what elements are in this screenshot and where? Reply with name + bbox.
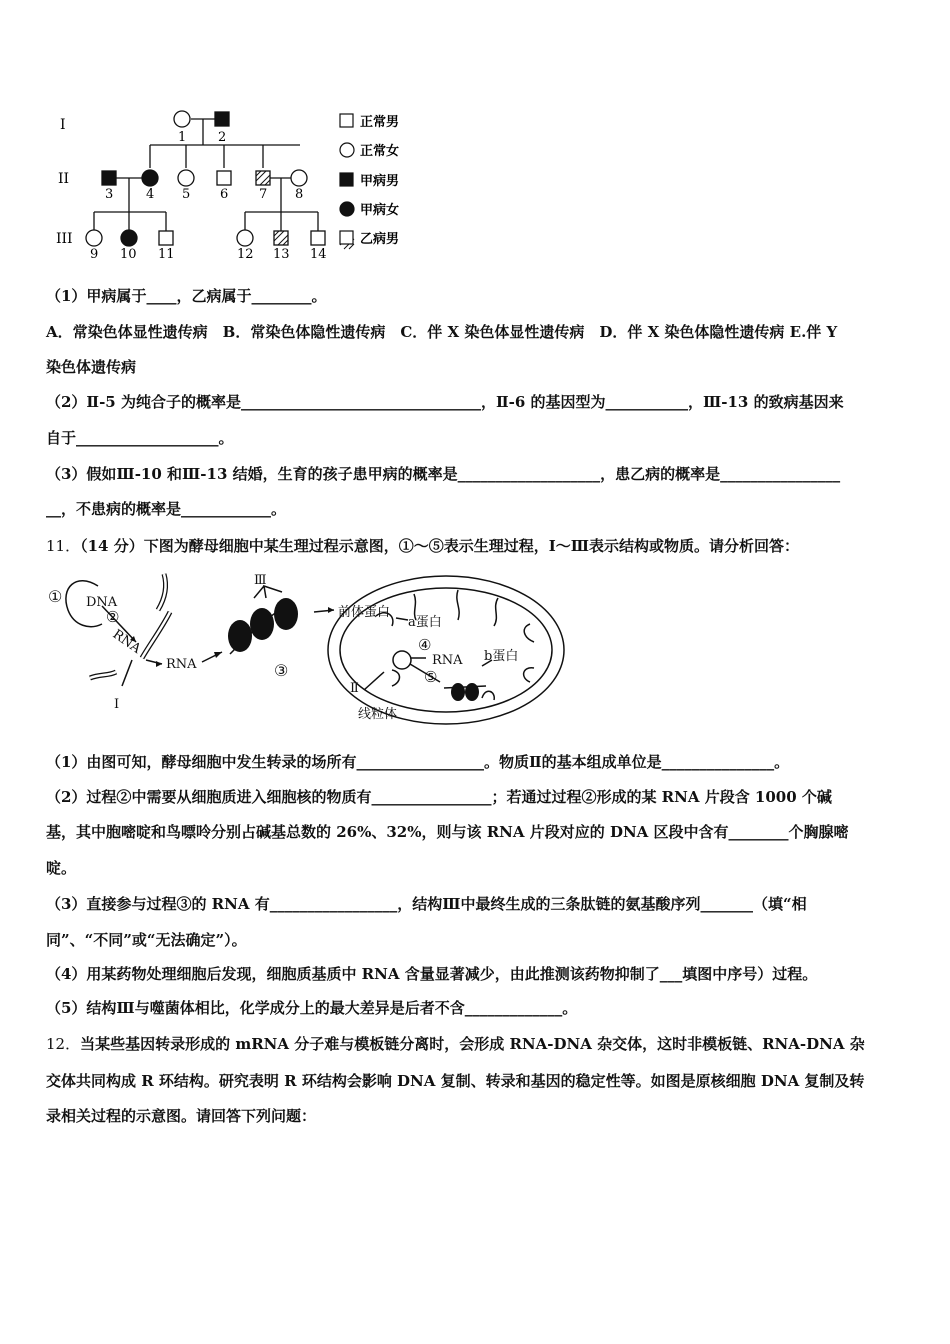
label-step4: ④: [418, 636, 432, 654]
q10-part2-line2: 自于___________________。: [46, 429, 234, 447]
q11-part4: （4）用某药物处理细胞后发现，细胞质基质中 RNA 含量显著减少，由此推测该药物抑制了___填图中序号）过程。: [46, 965, 818, 983]
legend-a-male-icon: [340, 173, 353, 186]
person-3: [102, 171, 116, 185]
person-13: [274, 231, 288, 245]
num-4: 4: [146, 187, 155, 202]
label-precursor: 前体蛋白: [338, 605, 391, 620]
person-12: [237, 230, 253, 246]
num-2: 2: [218, 130, 227, 145]
num-7: 7: [259, 187, 268, 202]
num-6: 6: [220, 187, 229, 202]
num-11: 11: [158, 247, 175, 262]
label-dna: DNA: [86, 595, 118, 610]
q12-number: 12．: [46, 1035, 81, 1053]
num-1: 1: [178, 130, 187, 145]
q11-part3-line2: 同”、“不同”或“无法确定”）。: [46, 931, 247, 949]
person-5: [178, 170, 194, 186]
num-14: 14: [310, 247, 327, 262]
label-step1: ①: [48, 587, 63, 606]
num-13: 13: [273, 247, 290, 262]
q11-part3-line1: （3）直接参与过程③的 RNA 有_________________，结构Ⅲ中最终生成的三条肽链的氨基酸序列_______（填“相: [46, 895, 807, 913]
label-rna-diagonal: RNA: [109, 626, 144, 657]
q12-line1-text: 当某些基因转录形成的 mRNA 分子难与模板链分离时，会形成 RNA-DNA 杂交体，这时非模板链、RNA-DNA 杂: [80, 1035, 865, 1053]
person-2: [215, 112, 229, 126]
gen-label-III: III: [56, 231, 73, 247]
q11-intro-text: （14 分）下图为酵母细胞中某生理过程示意图，①～⑤表示生理过程，Ⅰ～Ⅲ表示结构或物质。请分析回答：: [80, 537, 799, 555]
label-step5: ⑤: [424, 668, 438, 686]
legend-normal-male-icon: [340, 114, 353, 127]
gen-label-I: I: [60, 117, 66, 133]
pedigree-chart: [50, 100, 430, 270]
label-step3: ③: [274, 661, 289, 680]
label-structure-I: Ⅰ: [114, 697, 120, 712]
person-11: [159, 231, 173, 245]
q10-part1: （1）甲病属于____，乙病属于________。: [46, 287, 327, 305]
num-10: 10: [120, 247, 137, 262]
num-3: 3: [105, 187, 114, 202]
person-4: [142, 170, 158, 186]
person-1: [174, 111, 190, 127]
person-7: [256, 171, 270, 185]
label-a-protein: a蛋白: [408, 615, 442, 630]
gen-label-II: II: [58, 171, 70, 187]
person-6: [217, 171, 231, 185]
q12-line1: [46, 1034, 908, 1054]
q10-part3-line1: （3）假如Ⅲ-10 和Ⅲ-13 结婚，生育的孩子患甲病的概率是___________________，患乙病的概率是________________: [46, 465, 841, 483]
q10-part2-line1: （2）Ⅱ-5 为纯合子的概率是________________________________，Ⅱ-6 的基因型为___________，Ⅲ-13 的致病基因来: [46, 393, 844, 411]
q10-options-line2: 染色体遗传病: [46, 358, 137, 376]
num-8: 8: [295, 187, 304, 202]
q11-part2-line2: 基，其中胞嘧啶和鸟嘌呤分别占碱基总数的 26%、32%，则与该 RNA 片段对应的 DNA 区段中含有________个胸腺嘧: [46, 823, 849, 841]
legend-b-male-icon: [340, 231, 353, 244]
label-rna2: RNA: [432, 653, 463, 668]
q11-number: 11．: [46, 537, 81, 555]
legend-normal-female: 正常女: [360, 144, 400, 159]
label-rna1: RNA: [166, 657, 197, 672]
q12-line3: 录相关过程的示意图。请回答下列问题：: [46, 1107, 317, 1125]
yeast-process-diagram: [46, 568, 566, 726]
q11-part2-line1: （2）过程②中需要从细胞质进入细胞核的物质有________________；若通过过程②形成的某 RNA 片段含 1000 个碱: [46, 788, 832, 806]
num-9: 9: [90, 247, 99, 262]
person-14: [311, 231, 325, 245]
q11-part1: （1）由图可知，酵母细胞中发生转录的场所有_________________。物质Ⅱ的基本组成单位是_______________。: [46, 753, 790, 771]
q12-line2: 交体共同构成 R 环结构。研究表明 R 环结构会影响 DNA 复制、转录和基因的稳定性等。如图是原核细胞 DNA 复制及转: [46, 1072, 865, 1090]
label-b-protein: b蛋白: [484, 649, 519, 664]
legend-a-female-icon: [340, 202, 354, 216]
legend-a-male: 甲病男: [360, 174, 400, 189]
label-structure-III: Ⅲ: [254, 573, 267, 588]
legend-normal-female-icon: [340, 143, 354, 157]
legend-a-female: 甲病女: [360, 203, 400, 218]
num-5: 5: [182, 187, 191, 202]
q11-part5: （5）结构Ⅲ与噬菌体相比，化学成分上的最大差异是后者不含_____________。: [46, 999, 578, 1017]
q10-options-line1: A．常染色体显性遗传病 B．常染色体隐性遗传病 C．伴 X 染色体显性遗传病 D．伴 X 染色体隐性遗传病 E.伴 Y: [46, 323, 838, 341]
q10-part3-line2: __，不患病的概率是____________。: [46, 500, 287, 518]
person-10: [121, 230, 137, 246]
q11-part2-line3: 啶。: [46, 859, 77, 877]
label-mitochondrion: 线粒体: [358, 707, 398, 722]
person-8: [291, 170, 307, 186]
legend-b-male: 乙病男: [360, 232, 400, 247]
q11-intro: [46, 536, 908, 556]
num-12: 12: [237, 247, 254, 262]
legend-normal-male: 正常男: [360, 115, 400, 130]
person-9: [86, 230, 102, 246]
label-structure-II: Ⅱ: [350, 681, 359, 696]
label-step2: ②: [106, 608, 120, 626]
